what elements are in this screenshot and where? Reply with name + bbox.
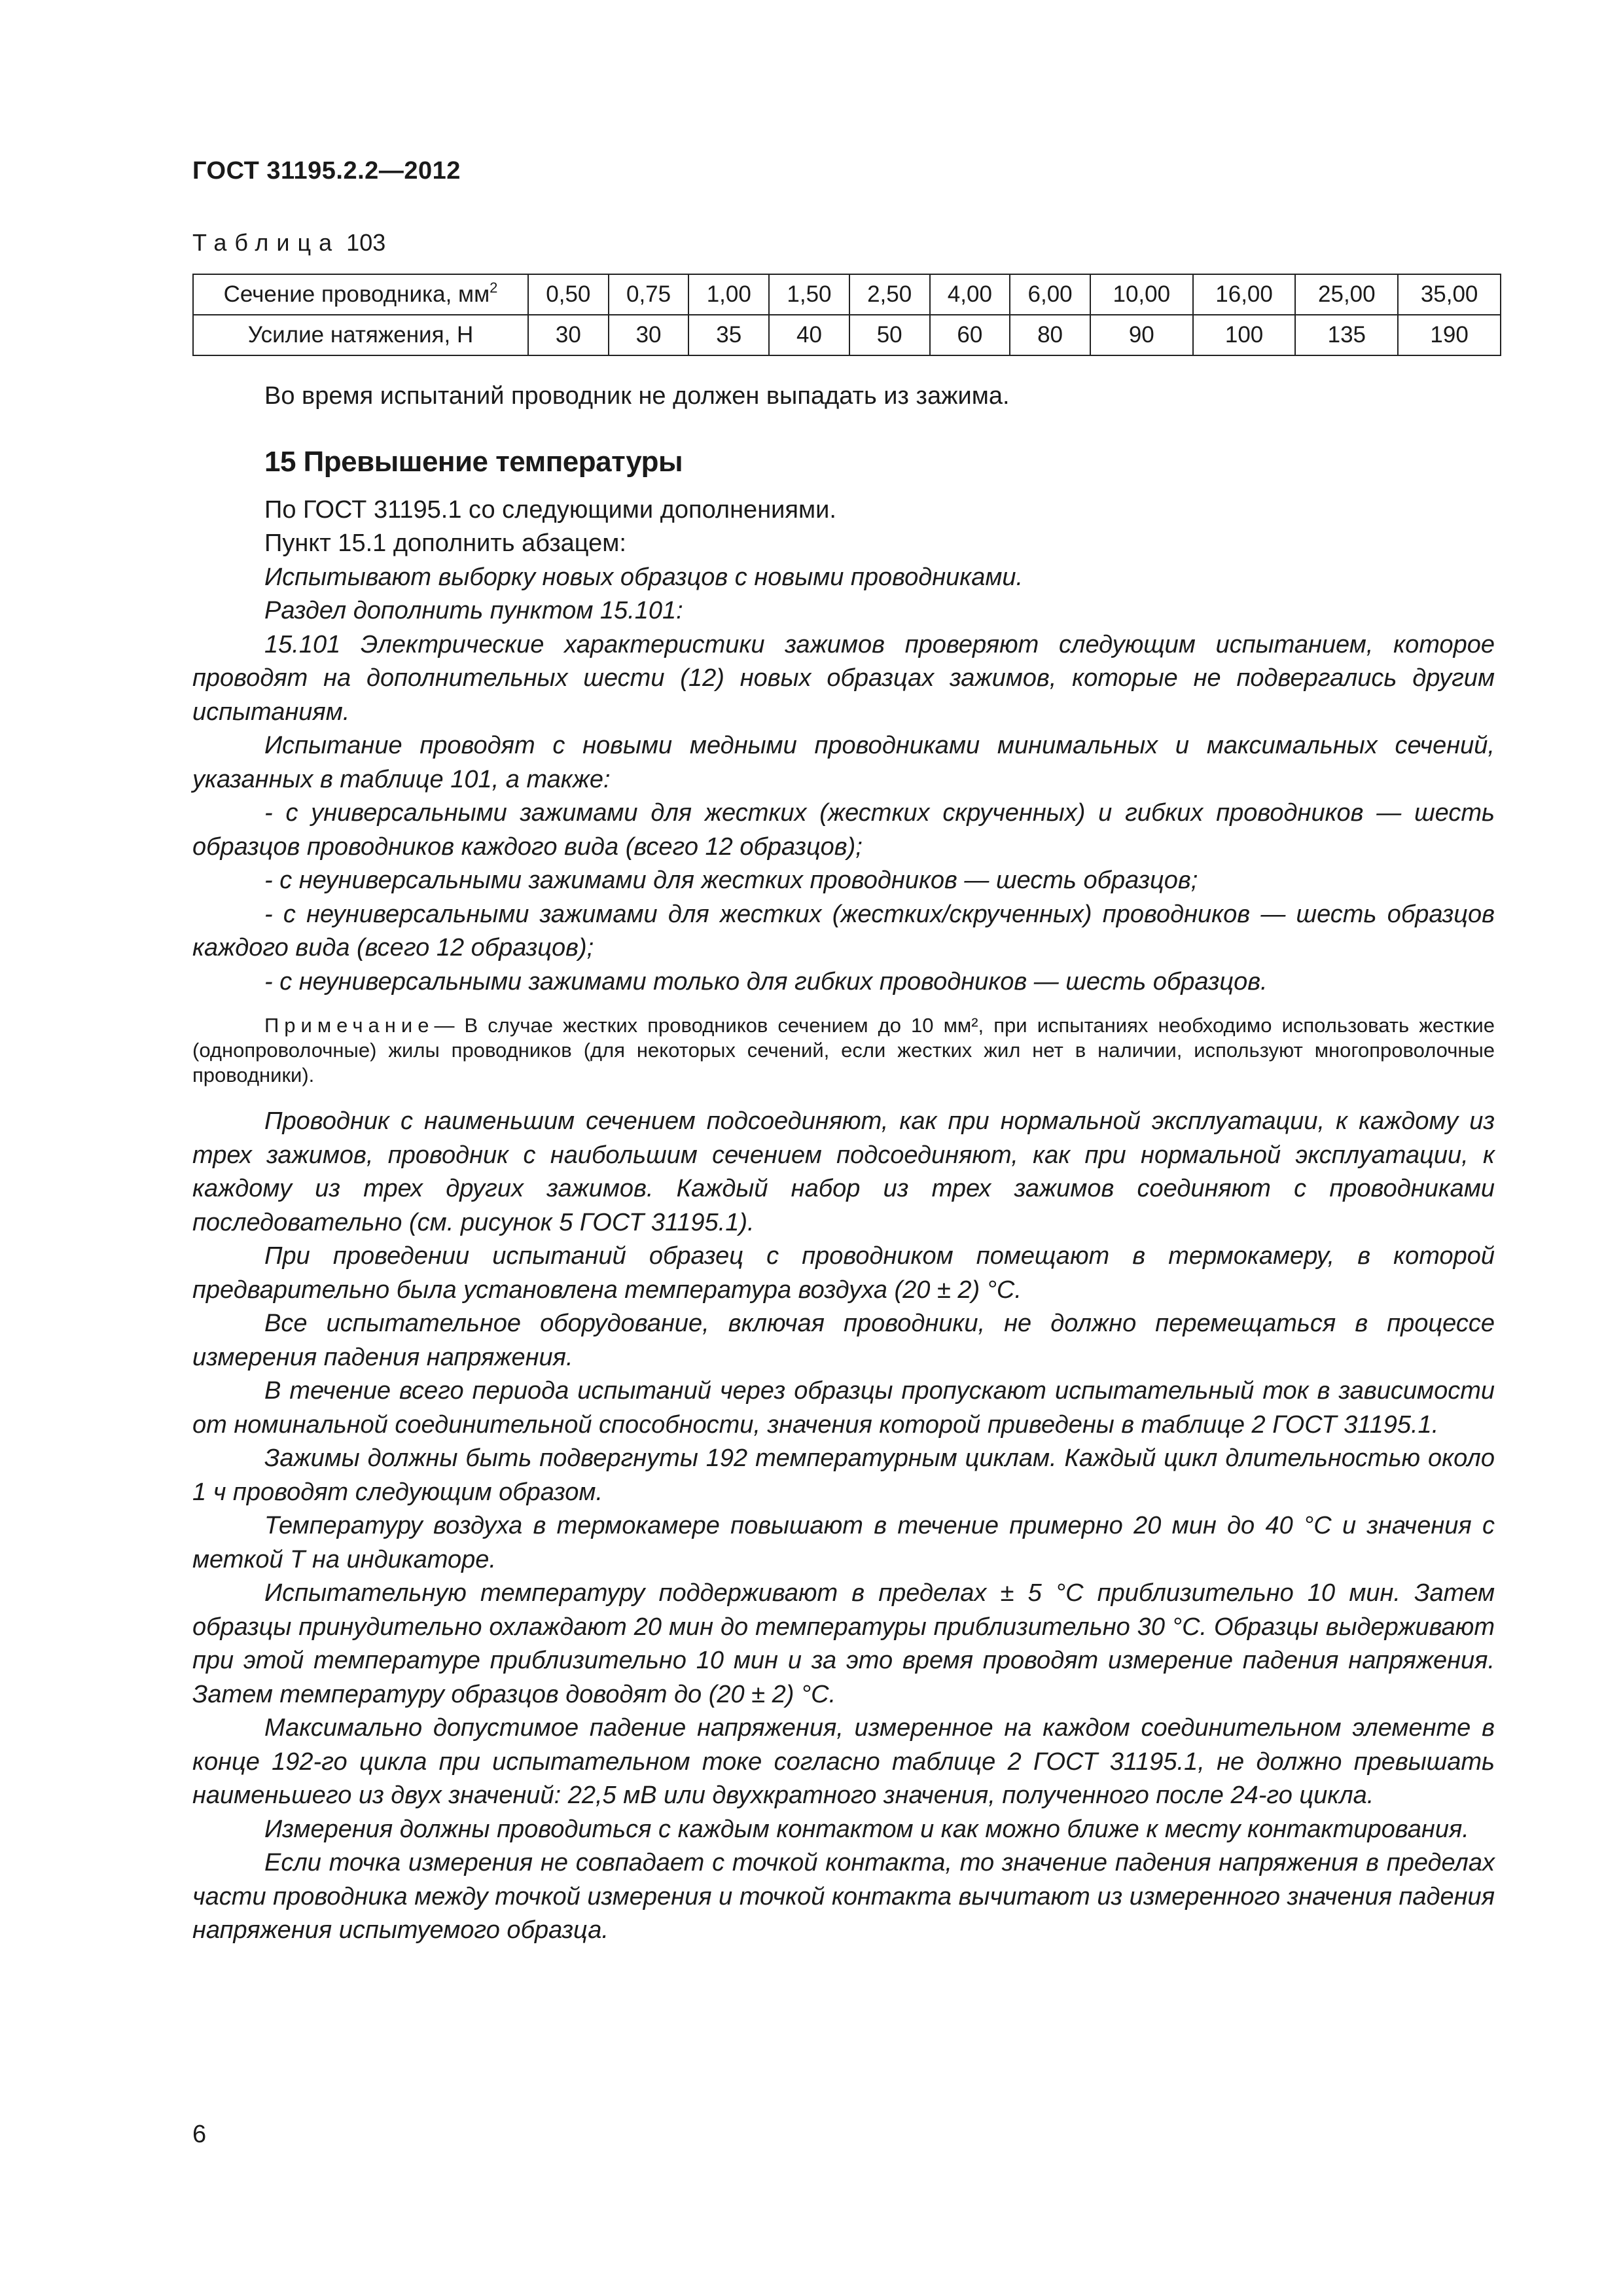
paragraph: Если точка измерения не совпадает с точкой контакта, то значение падения напряжения в пределах части проводника между точкой измерения и точкой контакта вычитают из измеренного значения падения напряжения испытуемого образца. — [192, 1849, 1495, 1944]
table-row-header — [193, 274, 528, 315]
note-label: Примечание — [264, 1014, 435, 1037]
table-cell: 0,75 — [609, 274, 689, 315]
paragraph: Раздел дополнить пунктом 15.101: — [264, 597, 683, 624]
table-cell: 35,00 — [1398, 274, 1501, 315]
table-cell: 40 — [769, 315, 849, 355]
paragraph: Температуру воздуха в термокамере повышают в течение примерно 20 мин до 40 °С и значения с меткой Т на индикаторе. — [192, 1512, 1495, 1573]
table-cell: 135 — [1295, 315, 1398, 355]
paragraph: Проводник с наименьшим сечением подсоединяют, как при нормальной эксплуатации, к каждому из трех зажимов, проводник с наибольшим сечением подсоединяют, как при нормальной эксплуатации, к каждому из трех других зажимов. Каждый набор из трех зажимов соединяют с проводниками последовательно (см. рисунок 5 ГОСТ 31195.1). — [192, 1107, 1495, 1236]
paragraph: При проведении испытаний образец с проводником помещают в термокамеру, в которой предварительно была установлена температура воздуха (20 ± 2) °С. — [192, 1242, 1495, 1304]
note-text: — В случае жестких проводников сечением до 10 мм², при испытаниях необходимо использовать жесткие (однопроволочные) жилы проводников (для некоторых сечений, если жестких жил нет в наличии, используют многопроволочные проводники). — [192, 1014, 1495, 1086]
table-caption — [192, 229, 385, 257]
paragraph: В течение всего периода испытаний через образцы пропускают испытательный ток в зависимости от номинальной соединительной способности, значения которой приведены в таблице 2 ГОСТ 31195.1. — [192, 1377, 1495, 1439]
table-caption-number: 103 — [346, 229, 386, 256]
paragraph: По ГОСТ 31195.1 со следующими дополнениями. — [264, 495, 836, 524]
paragraph: Все испытательное оборудование, включая проводники, не должно перемещаться в процессе измерения падения напряжения. — [192, 1310, 1495, 1371]
table-caption-label: Таблица — [192, 229, 340, 256]
row-header-text: Сечение проводника, мм — [223, 281, 490, 307]
table-row-header — [193, 315, 528, 355]
row-header-text: Усилие натяжения, Н — [247, 322, 474, 348]
paragraph: Пункт 15.1 дополнить абзацем: — [264, 529, 626, 557]
table-cell: 60 — [930, 315, 1010, 355]
table-cell: 16,00 — [1193, 274, 1296, 315]
paragraph: Испытывают выборку новых образцов с новыми проводниками. — [264, 563, 1024, 591]
body-text — [192, 380, 1495, 1948]
table-cell: 25,00 — [1295, 274, 1398, 315]
paragraph: Измерения должны проводиться с каждым контактом и как можно ближе к месту контактирования. — [264, 1815, 1469, 1843]
note — [192, 1013, 1495, 1088]
section-heading: 15 Превышение температуры — [264, 445, 683, 478]
table-cell: 50 — [849, 315, 930, 355]
table-cell: 90 — [1090, 315, 1193, 355]
paragraph: 15.101 Электрические характеристики зажимов проверяют следующим испытанием, которое проводят на дополнительных шести (12) новых образцах зажимов, которые не подвергались другим испытаниям. — [192, 630, 1495, 726]
page-number: 6 — [192, 2121, 207, 2148]
table-cell: 6,00 — [1010, 274, 1090, 315]
list-item: - с неуниверсальными зажимами для жестких проводников — шесть образцов; — [264, 867, 1198, 894]
after-table-paragraph: Во время испытаний проводник не должен выпадать из зажима. — [264, 382, 1010, 410]
paragraph: Испытательную температуру поддерживают в пределах ± 5 °С приблизительно 10 мин. Затем образцы принудительно охлаждают 20 мин до температуры приблизительно 30 °С. Образцы выдерживают при этой температуре приблизительно 10 мин и за это время проводят измерение падения напряжения. Затем температуру образцов доводят до (20 ± 2) °С. — [192, 1579, 1495, 1708]
paragraph: Зажимы должны быть подвергнуты 192 температурным циклам. Каждый цикл длительностью около 1 ч проводят следующим образом. — [192, 1444, 1495, 1506]
table-cell: 100 — [1193, 315, 1296, 355]
table-cell: 10,00 — [1090, 274, 1193, 315]
table-103 — [192, 274, 1501, 356]
table-row — [193, 274, 1501, 315]
table-cell: 2,50 — [849, 274, 930, 315]
list-item: - с неуниверсальными зажимами только для гибких проводников — шесть образцов. — [264, 967, 1268, 996]
list-item: - с неуниверсальными зажимами для жестких (жестких/скрученных) проводников — шесть образцов каждого вида (всего 12 образцов); — [192, 900, 1495, 961]
paragraph: Максимально допустимое падение напряжения, измеренное на каждом соединительном элементе в конце 192-го цикла при испытательном токе согласно таблице 2 ГОСТ 31195.1, не должно превышать наименьшего из двух значений: 22,5 мВ или двухкратного значения, полученного после 24-го цикла. — [192, 1714, 1495, 1809]
table-cell: 80 — [1010, 315, 1090, 355]
table-cell: 190 — [1398, 315, 1501, 355]
table-cell: 35 — [688, 315, 769, 355]
list-item: - с универсальными зажимами для жестких (жестких скрученных) и гибких проводников — шесть образцов проводников каждого вида (всего 12 образцов); — [192, 799, 1495, 861]
table-cell: 30 — [609, 315, 689, 355]
table-cell: 0,50 — [528, 274, 609, 315]
paragraph: Испытание проводят с новыми медными проводниками минимальных и максимальных сечений, указанных в таблице 101, а также: — [192, 732, 1495, 793]
table-cell: 30 — [528, 315, 609, 355]
table-cell: 4,00 — [930, 274, 1010, 315]
table-cell: 1,00 — [688, 274, 769, 315]
unit-superscript: 2 — [490, 279, 498, 296]
standard-id-header: ГОСТ 31195.2.2—2012 — [192, 157, 461, 185]
table-row — [193, 315, 1501, 355]
table-cell: 1,50 — [769, 274, 849, 315]
